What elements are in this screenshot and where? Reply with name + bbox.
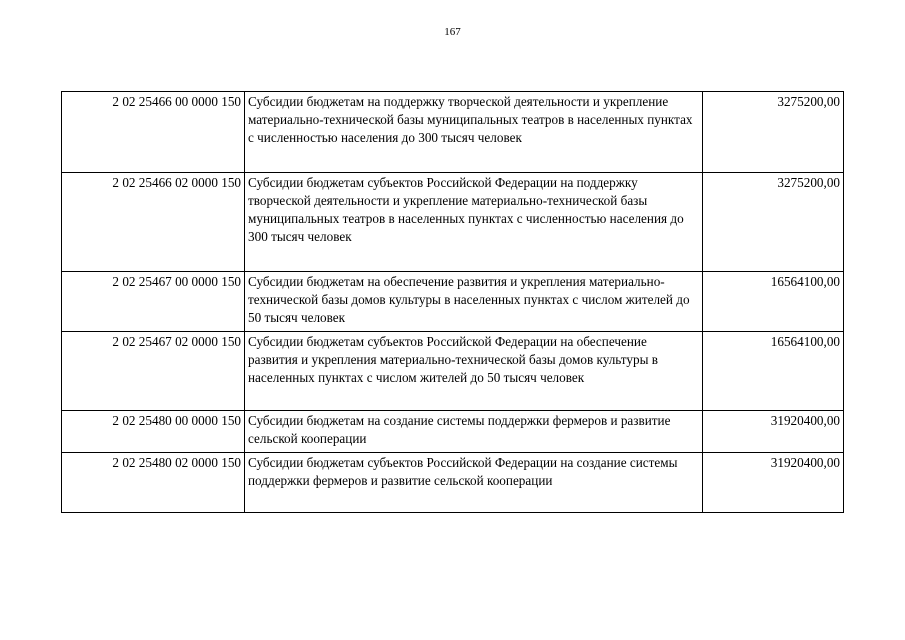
revenue-name-cell: Субсидии бюджетам на создание системы поддержки фермеров и развитие сельской кооперации xyxy=(245,411,703,453)
revenue-name-cell: Субсидии бюджетам на поддержку творческой деятельности и укрепление материально-технической базы муниципальных театров в населенных пунктах с численностью населения до 300 тысяч человек xyxy=(245,92,703,173)
amount-cell: 16564100,00 xyxy=(703,332,844,411)
amount-cell: 3275200,00 xyxy=(703,92,844,173)
budget-code-cell: 2 02 25467 02 0000 150 xyxy=(62,332,245,411)
budget-code-cell: 2 02 25466 02 0000 150 xyxy=(62,173,245,272)
revenue-name-cell: Субсидии бюджетам субъектов Российской Федерации на поддержку творческой деятельности и укрепление материально-технической базы муниципальных театров в населенных пунктах с численностью населения до 300 тысяч человек xyxy=(245,173,703,272)
budget-code-cell: 2 02 25480 00 0000 150 xyxy=(62,411,245,453)
amount-cell: 31920400,00 xyxy=(703,411,844,453)
table-row xyxy=(62,453,844,513)
budget-revenue-table xyxy=(61,91,844,513)
budget-code-cell: 2 02 25480 02 0000 150 xyxy=(62,453,245,513)
revenue-name-cell: Субсидии бюджетам субъектов Российской Федерации на создание системы поддержки фермеров и развитие сельской кооперации xyxy=(245,453,703,513)
table-row xyxy=(62,272,844,332)
revenue-name-cell: Субсидии бюджетам на обеспечение развития и укрепления материально-технической базы домов культуры в населенных пунктах с числом жителей до 50 тысяч человек xyxy=(245,272,703,332)
budget-code-cell: 2 02 25466 00 0000 150 xyxy=(62,92,245,173)
amount-cell: 16564100,00 xyxy=(703,272,844,332)
amount-cell: 31920400,00 xyxy=(703,453,844,513)
table-row xyxy=(62,411,844,453)
table-row xyxy=(62,92,844,173)
page-number: 167 xyxy=(444,26,461,38)
budget-code-cell: 2 02 25467 00 0000 150 xyxy=(62,272,245,332)
revenue-name-cell: Субсидии бюджетам субъектов Российской Федерации на обеспечение развития и укрепления материально-технической базы домов культуры в населенных пунктах с числом жителей до 50 тысяч человек xyxy=(245,332,703,411)
table-row xyxy=(62,332,844,411)
amount-cell: 3275200,00 xyxy=(703,173,844,272)
table-row xyxy=(62,173,844,272)
